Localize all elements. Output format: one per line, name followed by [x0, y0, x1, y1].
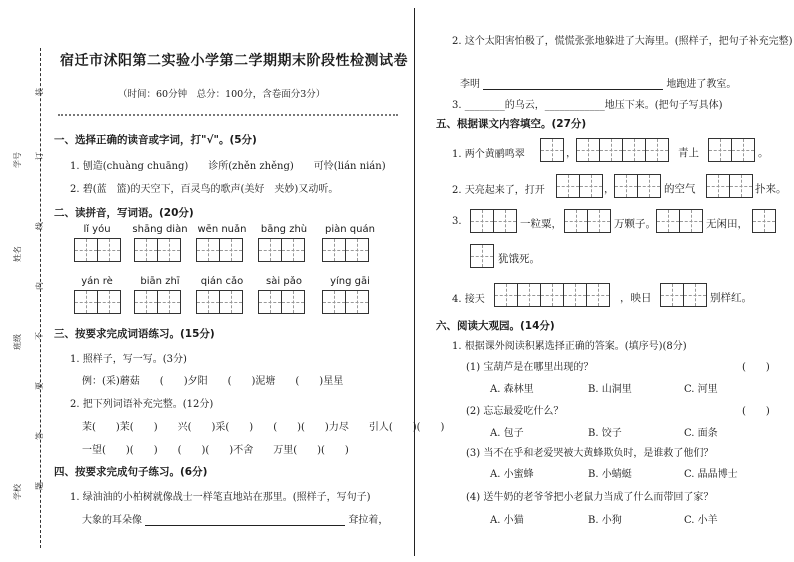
idiom-row-2: 一望( )( ) ( )( )不舍 万里( )( ): [82, 445, 349, 456]
option-b[interactable]: B. 山洞里: [588, 384, 632, 395]
student-id-label: 学号: [13, 152, 22, 168]
reading-question: (2) 忘忘最爱吃什么？: [466, 406, 564, 417]
sentence-stem: [82, 511, 388, 526]
answer-paren[interactable]: ( ): [742, 406, 770, 417]
writing-grid[interactable]: [540, 138, 563, 162]
option-b[interactable]: B. 小蜻蜓: [588, 469, 632, 480]
option-a[interactable]: A. 小猫: [490, 515, 524, 526]
option-c[interactable]: C. 小羊: [684, 515, 718, 526]
writing-grid[interactable]: [556, 174, 602, 198]
option-a[interactable]: A. 小蜜蜂: [490, 469, 534, 480]
writing-grid[interactable]: [74, 238, 120, 262]
writing-grid[interactable]: [470, 244, 493, 268]
fill-3-a: 一粒粟，: [520, 218, 562, 230]
option-c[interactable]: C. 面条: [684, 428, 718, 439]
sentence-start: 大象的耳朵像: [82, 515, 142, 526]
writing-grid[interactable]: [196, 238, 242, 262]
fill-2-comma: ，: [604, 183, 615, 195]
section-3-title: 三、按要求完成词语练习。(15分): [54, 328, 215, 340]
question-4-1: 1. 绿油油的小柏树就像战士一样笔直地站在那里。(照样子，写句子): [70, 492, 371, 503]
option-c[interactable]: C. 河里: [684, 384, 718, 395]
pinyin-label: shāng diàn: [132, 224, 188, 235]
question-4-3: 3. ________的乌云，____________地压下来。(把句子写具体): [452, 100, 723, 111]
writing-grid[interactable]: [564, 209, 610, 233]
binding-tick: 订: [35, 152, 44, 160]
writing-grid[interactable]: [470, 209, 516, 233]
class-label: 班级: [13, 334, 22, 350]
pinyin-label: lǐ yóu: [83, 224, 111, 235]
reading-question: (1) 宝葫芦是在哪里出现的？: [466, 362, 594, 373]
writing-grid[interactable]: [74, 290, 120, 314]
fill-4-mid: ，映日: [620, 292, 652, 304]
question-3-2: 2. 把下列词语补充完整。(12分): [70, 399, 214, 410]
fill-4-start: 4. 接天: [452, 294, 485, 305]
pinyin-label: bāng zhù: [260, 224, 308, 235]
section-2-title: 二、读拼音，写词语。(20分): [54, 207, 194, 219]
pinyin-label: sài pǎo: [266, 276, 302, 287]
sentence-end: 地跑进了教室。: [666, 79, 737, 90]
option-b[interactable]: B. 饺子: [588, 428, 622, 439]
writing-grid[interactable]: [322, 290, 368, 314]
pinyin-label: piàn quán: [325, 224, 375, 235]
binding-tick: 装: [35, 88, 44, 96]
writing-grid[interactable]: [576, 138, 668, 162]
binding-tick: 线: [35, 222, 44, 230]
binding-margin: [0, 0, 48, 562]
binding-tick: 不: [35, 332, 44, 340]
reading-question: (3) 当不在乎和老爱哭被大黄蜂欺负时，是谁救了他们？: [466, 448, 714, 459]
writing-grid[interactable]: [660, 283, 706, 307]
pinyin-label: biān zhī: [140, 276, 180, 287]
writing-grid[interactable]: [614, 174, 660, 198]
pinyin-label: yán rè: [81, 276, 113, 287]
pinyin-label: yíng gāi: [330, 276, 370, 287]
reading-question: (4) 送牛奶的老爷爷把小老鼠力当成了什么而带回了家？: [466, 492, 714, 503]
option-a[interactable]: A. 森林里: [490, 384, 534, 395]
answer-paren[interactable]: ( ): [742, 362, 770, 373]
fill-3-d: 犹饿死。: [498, 253, 540, 265]
school-label: 学校: [13, 484, 22, 500]
question-4-2: 2. 这个太阳害怕极了，慌慌张张地躲进了大海里。(照样子，把句子补充完整): [452, 36, 793, 47]
question-6-1: 1. 根据课外阅读积累选择正确的答案。(填序号)(8分): [452, 341, 687, 352]
answer-blank[interactable]: [483, 89, 663, 90]
idiom-row-1: 茉( )茉( ) 兴( )采( ) ( )( )力尽 引人( )( ): [82, 422, 445, 433]
name-label: 姓名: [13, 246, 22, 262]
writing-grid[interactable]: [494, 283, 609, 307]
writing-grid[interactable]: [196, 290, 242, 314]
answer-blank[interactable]: [145, 525, 345, 526]
binding-tick: 内: [35, 282, 44, 290]
pinyin-label: wēn nuǎn: [197, 224, 247, 235]
exam-title: 宿迁市沭阳第二实验小学第二学期期末阶段性检测试卷: [60, 53, 408, 69]
question-1-2: 2. 碧(蓝 篮)的天空下，百灵鸟的歌声(美好 夹妙)又动听。: [70, 184, 339, 195]
fill-3-b: 万颗子。: [614, 218, 656, 230]
writing-grid[interactable]: [258, 238, 304, 262]
example-row: 例：(采)蘑菇 ( )夕阳 ( )泥塘 ( )星星: [82, 376, 344, 387]
fill-3-num: 3.: [452, 216, 462, 227]
writing-grid[interactable]: [322, 238, 368, 262]
option-b[interactable]: B. 小狗: [588, 515, 622, 526]
writing-grid[interactable]: [656, 209, 702, 233]
fill-1-start: 1. 两个黄鹂鸣翠: [452, 149, 525, 160]
binding-tick: 题: [35, 482, 44, 490]
writing-grid[interactable]: [134, 238, 180, 262]
option-a[interactable]: A. 包子: [490, 428, 524, 439]
binding-line: [40, 48, 41, 548]
section-1-title: 一、选择正确的读音或字词，打"√"。(5分): [54, 134, 257, 146]
exam-subtitle: （时间：60分钟 总分：100分，含卷面分3分）: [118, 89, 326, 100]
writing-grid[interactable]: [258, 290, 304, 314]
fill-2-end: 扑来。: [755, 183, 787, 195]
section-5-title: 五、根据课文内容填空。(27分): [436, 118, 587, 130]
fill-2-mid: 的空气: [664, 183, 696, 195]
sentence-end: 耷拉着，: [348, 515, 389, 526]
writing-grid[interactable]: [752, 209, 775, 233]
binding-tick: 答: [35, 432, 44, 440]
writing-grid[interactable]: [708, 138, 754, 162]
header-separator: [58, 114, 398, 116]
sentence-start: 李明: [460, 79, 480, 90]
fill-4-end: 别样红。: [710, 292, 752, 304]
binding-tick: 要: [35, 382, 44, 390]
question-1-1: 1. 刨造(chuàng chuāng) 诊所(zhěn zhěng) 可怜(lián nián): [70, 161, 386, 172]
fill-3-c: 无闲田，: [706, 218, 748, 230]
pinyin-label: qián cǎo: [200, 276, 244, 287]
option-c[interactable]: C. 晶晶博士: [684, 469, 738, 480]
fill-1-end: 。: [758, 147, 769, 159]
fill-1-comma: ，: [566, 147, 577, 159]
section-6-title: 六、阅读大观园。(14分): [436, 320, 555, 332]
sentence-stem: [460, 75, 736, 90]
section-4-title: 四、按要求完成句子练习。(6分): [54, 466, 208, 478]
writing-grid[interactable]: [134, 290, 180, 314]
question-3-1: 1. 照样子，写一写。(3分): [70, 354, 187, 365]
fill-1-mid: 青上: [678, 147, 699, 159]
fill-2-start: 2. 天亮起来了，打开: [452, 185, 545, 196]
writing-grid[interactable]: [706, 174, 752, 198]
page-divider: [414, 8, 415, 556]
